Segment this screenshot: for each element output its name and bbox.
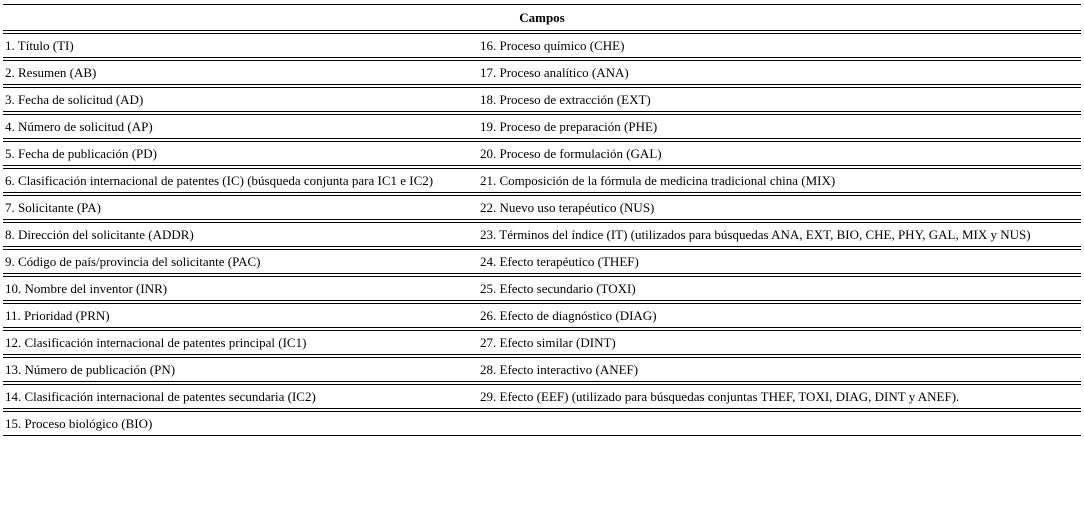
table-row [3,250,1081,273]
field-cell-right: 18. Proceso de extracción (EXT) [480,91,651,107]
field-cell-right: 28. Efecto interactivo (ANEF) [480,361,639,377]
field-cell-right: 16. Proceso químico (CHE) [480,37,625,53]
field-cell-left: 7. Solicitante (PA) [5,199,101,215]
field-cell-left: 5. Fecha de publicación (PD) [5,145,157,161]
table-body [3,30,1081,436]
table-row [3,223,1081,246]
field-cell-left: 10. Nombre del inventor (INR) [5,280,168,296]
table-row [3,196,1081,219]
field-cell-right: 22. Nuevo uso terapéutico (NUS) [480,199,655,215]
field-cell-right: 23. Términos del índice (IT) (utilizados para búsquedas ANA, EXT, BIO, CHE, PHY, GAL, MIX y NUS) [480,226,1031,242]
field-cell-left: 11. Prioridad (PRN) [5,307,110,323]
field-cell-right: 20. Proceso de formulación (GAL) [480,145,662,161]
field-cell-left: 15. Proceso biológico (BIO) [5,415,153,431]
field-cell-left: 8. Dirección del solicitante (ADDR) [5,226,194,242]
table-row [3,61,1081,84]
table-header-label: Campos [519,9,565,25]
field-cell-right: 25. Efecto secundario (TOXI) [480,280,636,296]
table-row [3,88,1081,111]
table-row [3,331,1081,354]
table-row [3,385,1081,408]
fields-table [3,4,1081,436]
field-cell-left: 13. Número de publicación (PN) [5,361,176,377]
table-row [3,358,1081,381]
table-row [3,277,1081,300]
table-row [3,169,1081,192]
table-row [3,34,1081,57]
table-row [3,304,1081,327]
field-cell-right: 19. Proceso de preparación (PHE) [480,118,658,134]
table-row [3,115,1081,138]
field-cell-right: 29. Efecto (EEF) (utilizado para búsquedas conjuntas THEF, TOXI, DIAG, DINT y ANEF). [480,388,960,404]
field-cell-left: 6. Clasificación internacional de patentes (IC) (búsqueda conjunta para IC1 e IC2) [5,172,434,188]
table-row [3,142,1081,165]
field-cell-left: 9. Código de país/provincia del solicitante (PAC) [5,253,261,269]
field-cell-right: 21. Composición de la fórmula de medicina tradicional china (MIX) [480,172,836,188]
bottom-rule [3,435,1081,436]
field-cell-left: 4. Número de solicitud (AP) [5,118,153,134]
field-cell-left: 3. Fecha de solicitud (AD) [5,91,144,107]
table-header [3,5,1081,30]
field-cell-right: 17. Proceso analítico (ANA) [480,64,629,80]
field-cell-right: 26. Efecto de diagnóstico (DIAG) [480,307,657,323]
field-cell-right: 27. Efecto similar (DINT) [480,334,616,350]
field-cell-left: 14. Clasificación internacional de patentes secundaria (IC2) [5,388,316,404]
field-cell-left: 1. Título (TI) [5,37,74,53]
field-cell-right: 24. Efecto terapéutico (THEF) [480,253,639,269]
field-cell-left: 2. Resumen (AB) [5,64,97,80]
field-cell-left: 12. Clasificación internacional de patentes principal (IC1) [5,334,307,350]
table-row [3,412,1081,435]
